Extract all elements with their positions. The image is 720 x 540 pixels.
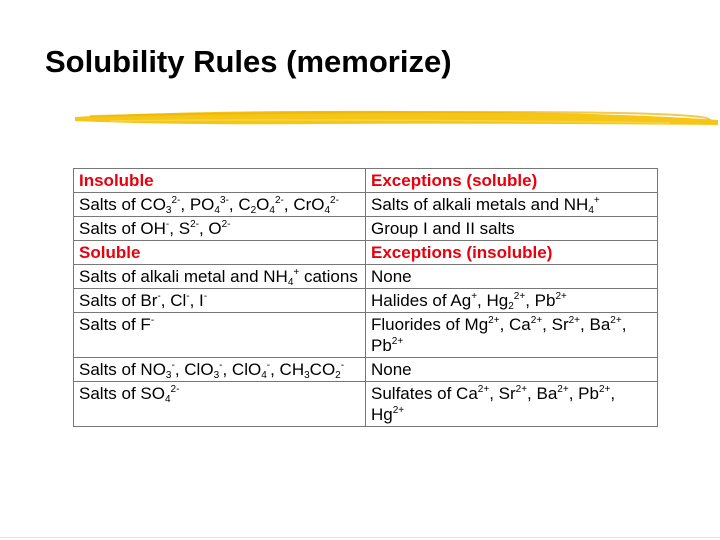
table-header-row [74, 169, 658, 193]
rule-cell [74, 313, 366, 358]
exception-cell [366, 265, 658, 289]
cell-text: 2+ [555, 291, 567, 302]
cell-text: , Pb [525, 291, 556, 310]
exception-cell [366, 241, 658, 265]
cell-text: 2+ [610, 315, 622, 326]
exception-cell [366, 313, 658, 358]
cell-text: , Cl [160, 291, 187, 310]
cell-text: 3 [165, 205, 172, 216]
table-row [74, 382, 658, 427]
rule-cell [74, 382, 366, 427]
cell-text: , Hg [371, 384, 616, 424]
cell-text: , Sr [542, 315, 569, 334]
slide-title: Solubility Rules (memorize) [45, 44, 452, 79]
cell-text: 4 [324, 205, 331, 216]
cell-text: 2 [250, 205, 257, 216]
cell-text: , ClO [174, 360, 214, 379]
exception-cell [366, 169, 658, 193]
cell-text: , Sr [489, 384, 516, 403]
cell-text: Fluorides of Mg [371, 315, 489, 334]
cell-text: , I [189, 291, 204, 310]
cell-text: 2- [190, 219, 199, 230]
cell-text: 4 [287, 277, 294, 288]
cell-text: Group I and II salts [371, 219, 515, 238]
cell-text: 2 [335, 370, 341, 381]
cell-text: 2+ [530, 315, 543, 326]
cell-text: Halides of Ag [371, 291, 472, 310]
cell-text: Salts of NO [79, 360, 166, 379]
cell-text: - [203, 291, 208, 302]
cell-text: , O [198, 219, 222, 238]
cell-text: , S [169, 219, 191, 238]
table-row [74, 193, 658, 217]
exception-cell [366, 289, 658, 313]
cell-text: 2+ [557, 384, 569, 395]
cell-text: 4 [214, 205, 220, 216]
cell-text: 3 [213, 370, 220, 381]
cell-text: + [593, 195, 600, 206]
cell-text: , Ba [580, 315, 611, 334]
rule-cell [74, 193, 366, 217]
cell-text: Exceptions (soluble) [371, 171, 538, 190]
cell-text: , CH [270, 360, 305, 379]
cell-text: - [165, 219, 170, 230]
cell-text: 2+ [515, 384, 528, 395]
cell-text: - [266, 360, 271, 371]
cell-text: , Pb [568, 384, 599, 403]
cell-text: , CrO [283, 195, 325, 214]
cell-text: , Pb [371, 315, 627, 355]
cell-text: 2+ [391, 336, 404, 347]
cell-text: Salts of OH [79, 219, 166, 238]
cell-text: 2 [508, 301, 514, 312]
cell-text: 2- [274, 195, 284, 206]
cell-text: - [171, 360, 175, 371]
cell-text: Salts of F [79, 315, 151, 334]
cell-text: - [157, 291, 161, 302]
cell-text: 2+ [513, 291, 526, 302]
cell-text: 2+ [598, 384, 611, 395]
cell-text: Insoluble [79, 171, 154, 190]
cell-text: Salts of CO [79, 195, 166, 214]
rule-cell [74, 241, 366, 265]
cell-text: - [150, 315, 155, 326]
cell-text: + [471, 291, 478, 302]
cell-text: - [340, 360, 345, 371]
cell-text: O [256, 195, 270, 214]
exception-cell [366, 193, 658, 217]
cell-text: 2- [171, 195, 181, 206]
table-row [74, 313, 658, 358]
slide-bottom-divider [0, 537, 720, 538]
cell-text: 4 [588, 205, 594, 216]
table-row [74, 358, 658, 382]
cell-text: 3 [165, 370, 172, 381]
exception-cell [366, 358, 658, 382]
rule-cell [74, 169, 366, 193]
cell-text: 2+ [477, 384, 490, 395]
cell-text: 4 [269, 205, 275, 216]
cell-text: + [293, 267, 300, 278]
cell-text: 3- [219, 195, 229, 206]
cell-text: Salts of alkali metal and NH [79, 267, 288, 286]
cell-text: 2- [330, 195, 339, 206]
rule-cell [74, 289, 366, 313]
cell-text: - [186, 291, 190, 302]
cell-text: Salts of Br [79, 291, 158, 310]
cell-text: cations [299, 267, 358, 286]
rule-cell [74, 265, 366, 289]
exception-cell [366, 382, 658, 427]
cell-text: None [371, 360, 412, 379]
exception-cell [366, 217, 658, 241]
rule-cell [74, 217, 366, 241]
cell-text: 4 [261, 370, 267, 381]
table-row [74, 217, 658, 241]
table-row [74, 289, 658, 313]
cell-text: , Ba [527, 384, 558, 403]
cell-text: Salts of alkali metals and NH [371, 195, 589, 214]
cell-text: 3 [304, 370, 310, 381]
cell-text: None [371, 267, 412, 286]
cell-text: - [219, 360, 223, 371]
cell-text: , C [228, 195, 251, 214]
table-row [74, 265, 658, 289]
cell-text: , Hg [477, 291, 509, 310]
rule-cell [74, 358, 366, 382]
cell-text: , PO [180, 195, 215, 214]
cell-text: 2- [221, 219, 231, 230]
cell-text: 2- [170, 384, 180, 395]
cell-text: 2+ [392, 405, 405, 416]
cell-text: Salts of SO [79, 384, 165, 403]
cell-text: , Ca [499, 315, 531, 334]
cell-text: 2+ [568, 315, 581, 326]
cell-text: Exceptions (insoluble) [371, 243, 553, 262]
cell-text: 2+ [488, 315, 500, 326]
solubility-rules-table [73, 168, 658, 427]
table-header-row [74, 241, 658, 265]
cell-text: Soluble [79, 243, 141, 262]
cell-text: , ClO [222, 360, 262, 379]
cell-text: 4 [164, 394, 171, 405]
cell-text: CO [309, 360, 336, 379]
cell-text: Sulfates of Ca [371, 384, 478, 403]
highlighter-stroke-decoration [70, 100, 720, 130]
